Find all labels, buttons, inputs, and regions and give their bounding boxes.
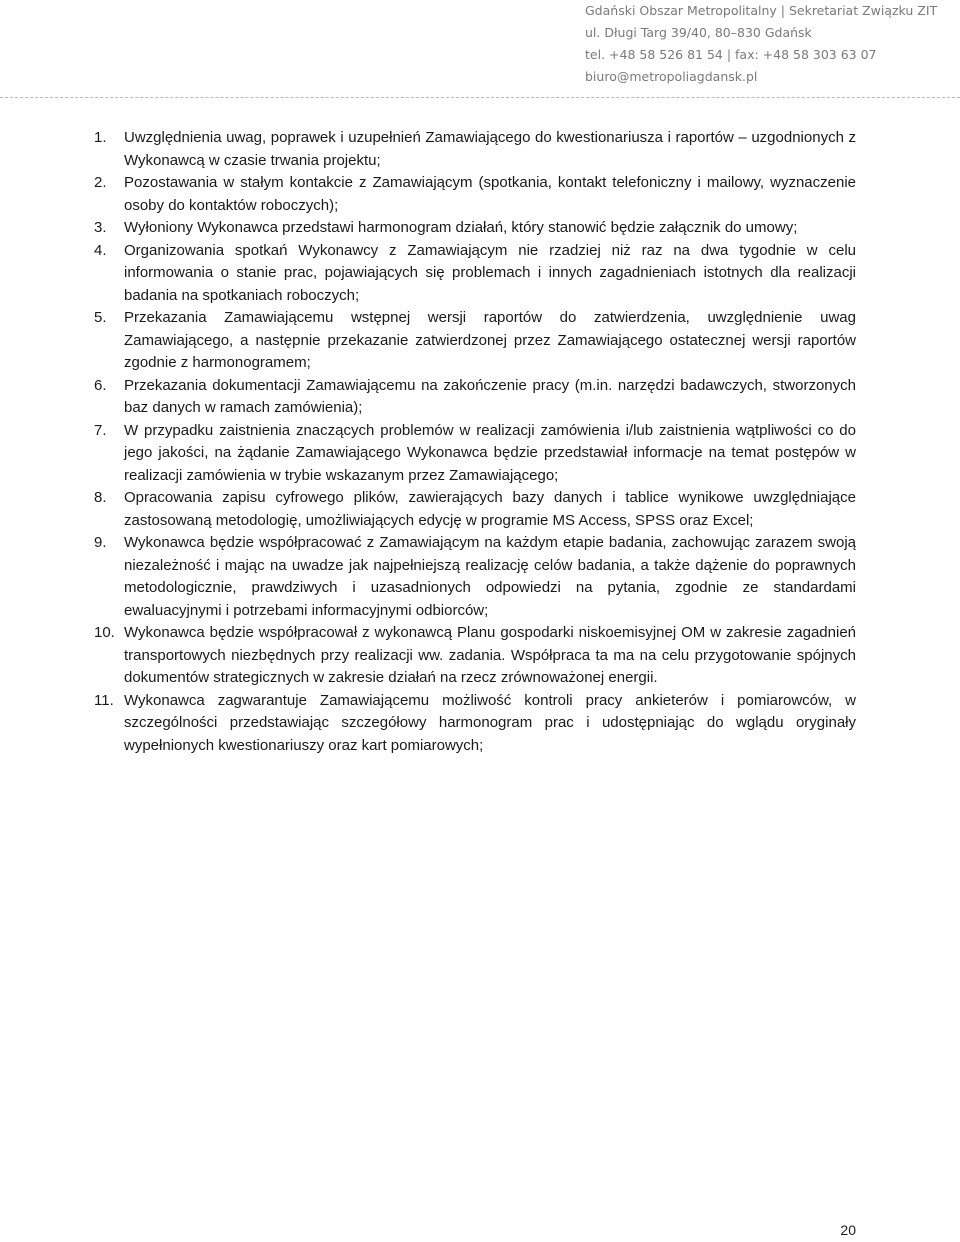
clause-number: 5.	[94, 309, 107, 326]
clause-text: Wykonawca będzie współpracować z Zamawiającym na każdym etapie badania, zachowując zarazem swoją niezależność i mając na uwadze jak najpełniejszą realizację celów badania, a także dążenie do poprawnych metodologicznie, prawdziwych i uzasadnionych odpowiedzi na pytania, zgodnie ze standardami ewaluacyjnymi i potrzebami informacyjnymi odbiorców;	[124, 534, 856, 619]
letterhead	[585, 0, 945, 88]
clause-text: Wykonawca będzie współpracował z wykonawcą Planu gospodarki niskoemisyjnej OM w zakresie zagadnień transportowych niezbędnych przy realizacji ww. zadania. Współpraca ta ma na celu przygotowanie spójnych dokumentów strategicznych w zakresie działań na rzecz zrównoważonej energii.	[124, 624, 856, 686]
clause-text: Opracowania zapisu cyfrowego plików, zawierających bazy danych i tablice wynikowe uwzględniające zastosowaną metodologię, umożliwiających edycję w programie MS Access, SPSS oraz Excel;	[124, 489, 856, 529]
clause-item-11	[94, 690, 856, 758]
clause-number: 8.	[94, 489, 107, 506]
clause-number: 2.	[94, 174, 107, 191]
clause-text: Organizowania spotkań Wykonawcy z Zamawiającym nie rzadziej niż raz na dwa tygodnie w celu informowania o stanie prac, pojawiających się problemach i innych zagadnieniach istotnych dla realizacji badania na spotkaniach roboczych;	[124, 241, 856, 304]
header-divider	[0, 97, 960, 98]
clause-text: W przypadku zaistnienia znaczących problemów w realizacji zamówienia i/lub zaistnienia wątpliwości co do jego jakości, na żądanie Zamawiającego Wykonawca będzie przedstawiał informacje na temat postępów w realizacji zamówienia w trybie wskazanym przez Zamawiającego;	[124, 421, 856, 484]
letterhead-address: ul. Długi Targ 39/40, 80–830 Gdańsk	[585, 25, 812, 40]
clause-text: Przekazania dokumentacji Zamawiającemu na zakończenie pracy (m.in. narzędzi badawczych, stworzonych baz danych w ramach zamówienia);	[124, 376, 856, 416]
clause-item-7	[94, 420, 856, 488]
clause-item-9	[94, 532, 856, 622]
clause-list	[94, 127, 856, 757]
clause-number: 9.	[94, 534, 107, 551]
clause-number: 10.	[94, 624, 115, 641]
letterhead-org: Gdański Obszar Metropolitalny | Sekretariat Związku ZIT	[585, 3, 938, 18]
clause-number: 11.	[94, 691, 114, 709]
clause-item-1	[94, 127, 856, 172]
clause-item-2	[94, 172, 856, 217]
clause-text: Wykonawca zagwarantuje Zamawiającemu możliwość kontroli pracy ankieterów i pomiarowców, w szczególności przedstawiając szczegółowy harmonogram prac i udostępniając do wglądu oryginały wypełnionych kwestionariuszy oraz kart pomiarowych;	[124, 691, 856, 754]
clause-text: Pozostawania w stałym kontakcie z Zamawiającym (spotkania, kontakt telefoniczny i mailowy, wyznaczenie osoby do kontaktów roboczych);	[124, 174, 856, 214]
clause-item-4	[94, 240, 856, 308]
clause-item-3	[94, 217, 856, 240]
clause-number: 7.	[94, 421, 107, 439]
clause-text: Uwzględnienia uwag, poprawek i uzupełnień Zamawiającego do kwestionariusza i raportów – uzgodnionych z Wykonawcą w czasie trwania projektu;	[124, 129, 856, 169]
clause-number: 6.	[94, 376, 107, 394]
page-number: 20	[840, 1222, 856, 1238]
letterhead-phone-fax: tel. +48 58 526 81 54 | fax: +48 58 303 63 07	[585, 47, 877, 62]
clause-number: 4.	[94, 241, 107, 259]
clause-item-6	[94, 375, 856, 420]
clause-item-5	[94, 307, 856, 375]
letterhead-email: biuro@metropoliagdansk.pl	[585, 69, 758, 84]
clause-item-8	[94, 487, 856, 532]
clause-text: Przekazania Zamawiającemu wstępnej wersji raportów do zatwierdzenia, uwzględnienie uwag Zamawiającego, a następnie przekazanie zatwierdzonej przez Zamawiającego ostatecznej wersji raportów zgodnie z harmonogramem;	[124, 309, 856, 371]
clause-item-10	[94, 622, 856, 690]
clause-text: Wyłoniony Wykonawca przedstawi harmonogram działań, który stanowić będzie załącznik do umowy;	[124, 219, 798, 236]
document-body	[94, 127, 856, 757]
clause-number: 3.	[94, 219, 107, 236]
clause-number: 1.	[94, 129, 107, 146]
